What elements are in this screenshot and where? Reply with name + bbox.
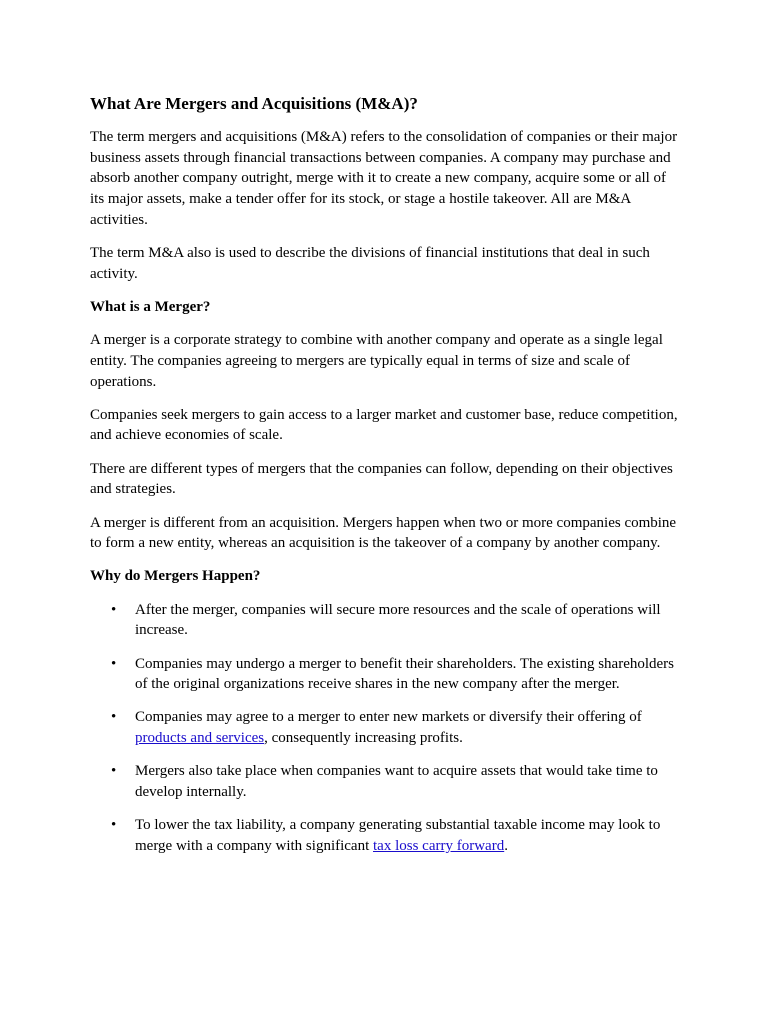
merger-paragraph-3: There are different types of mergers that the companies can follow, depending on their objectives and strategies. (90, 460, 673, 498)
list-item (90, 600, 682, 641)
products-and-services-link[interactable]: products and services (135, 730, 265, 747)
list-item-text: , consequently increasing profits. (264, 730, 463, 747)
list-item (90, 707, 682, 748)
bullet-icon: • (111, 817, 117, 834)
list-item (90, 815, 682, 856)
reasons-list (90, 600, 682, 857)
list-item-text: . (504, 837, 508, 854)
merger-heading: What is a Merger? (90, 298, 211, 315)
merger-paragraph-2: Companies seek mergers to gain access to a larger market and customer base, reduce competition, and achieve economies of scale. (90, 406, 678, 444)
list-item-text: Companies may agree to a merger to enter new markets or diversify their offering of (135, 709, 642, 726)
bullet-icon: • (111, 763, 117, 780)
list-item-text: To lower the tax liability, a company generating substantial taxable income may look to merge with a company with significant (135, 817, 661, 854)
list-item (90, 761, 682, 802)
intro-paragraph-2: The term M&A also is used to describe the divisions of financial institutions that deal in such activity. (90, 245, 650, 282)
list-item-text: After the merger, companies will secure more resources and the scale of operations will increase. (135, 601, 661, 639)
why-heading: Why do Mergers Happen? (90, 568, 261, 585)
page-title: What Are Mergers and Acquisitions (M&A)? (90, 94, 418, 113)
list-item (90, 654, 682, 695)
bullet-icon: • (111, 709, 117, 726)
bullet-icon: • (111, 601, 117, 618)
merger-paragraph-4: A merger is different from an acquisition. Mergers happen when two or more companies combine to form a new entity, whereas an acquisition is the takeover of a company by another company. (90, 514, 677, 552)
list-item-text: Mergers also take place when companies want to acquire assets that would take time to develop internally. (135, 763, 658, 801)
merger-paragraph-1: A merger is a corporate strategy to combine with another company and operate as a single legal entity. The companies agreeing to mergers are typically equal in terms of size and scale of operations. (90, 332, 663, 390)
tax-loss-carry-forward-link[interactable]: tax loss carry forward (373, 837, 505, 854)
document-page (90, 93, 682, 869)
intro-paragraph-1: The term mergers and acquisitions (M&A) refers to the consolidation of companies or their major business assets through financial transactions between companies. A company may purchase and absorb another company outright, merge with it to create a new company, acquire some or all of its major assets, make a tender offer for its stock, or stage a hostile takeover. All are M&A activities. (90, 129, 678, 228)
list-item-text: Companies may undergo a merger to benefit their shareholders. The existing shareholders of the original organizations receive shares in the new company after the merger. (135, 655, 675, 693)
bullet-icon: • (111, 655, 117, 672)
